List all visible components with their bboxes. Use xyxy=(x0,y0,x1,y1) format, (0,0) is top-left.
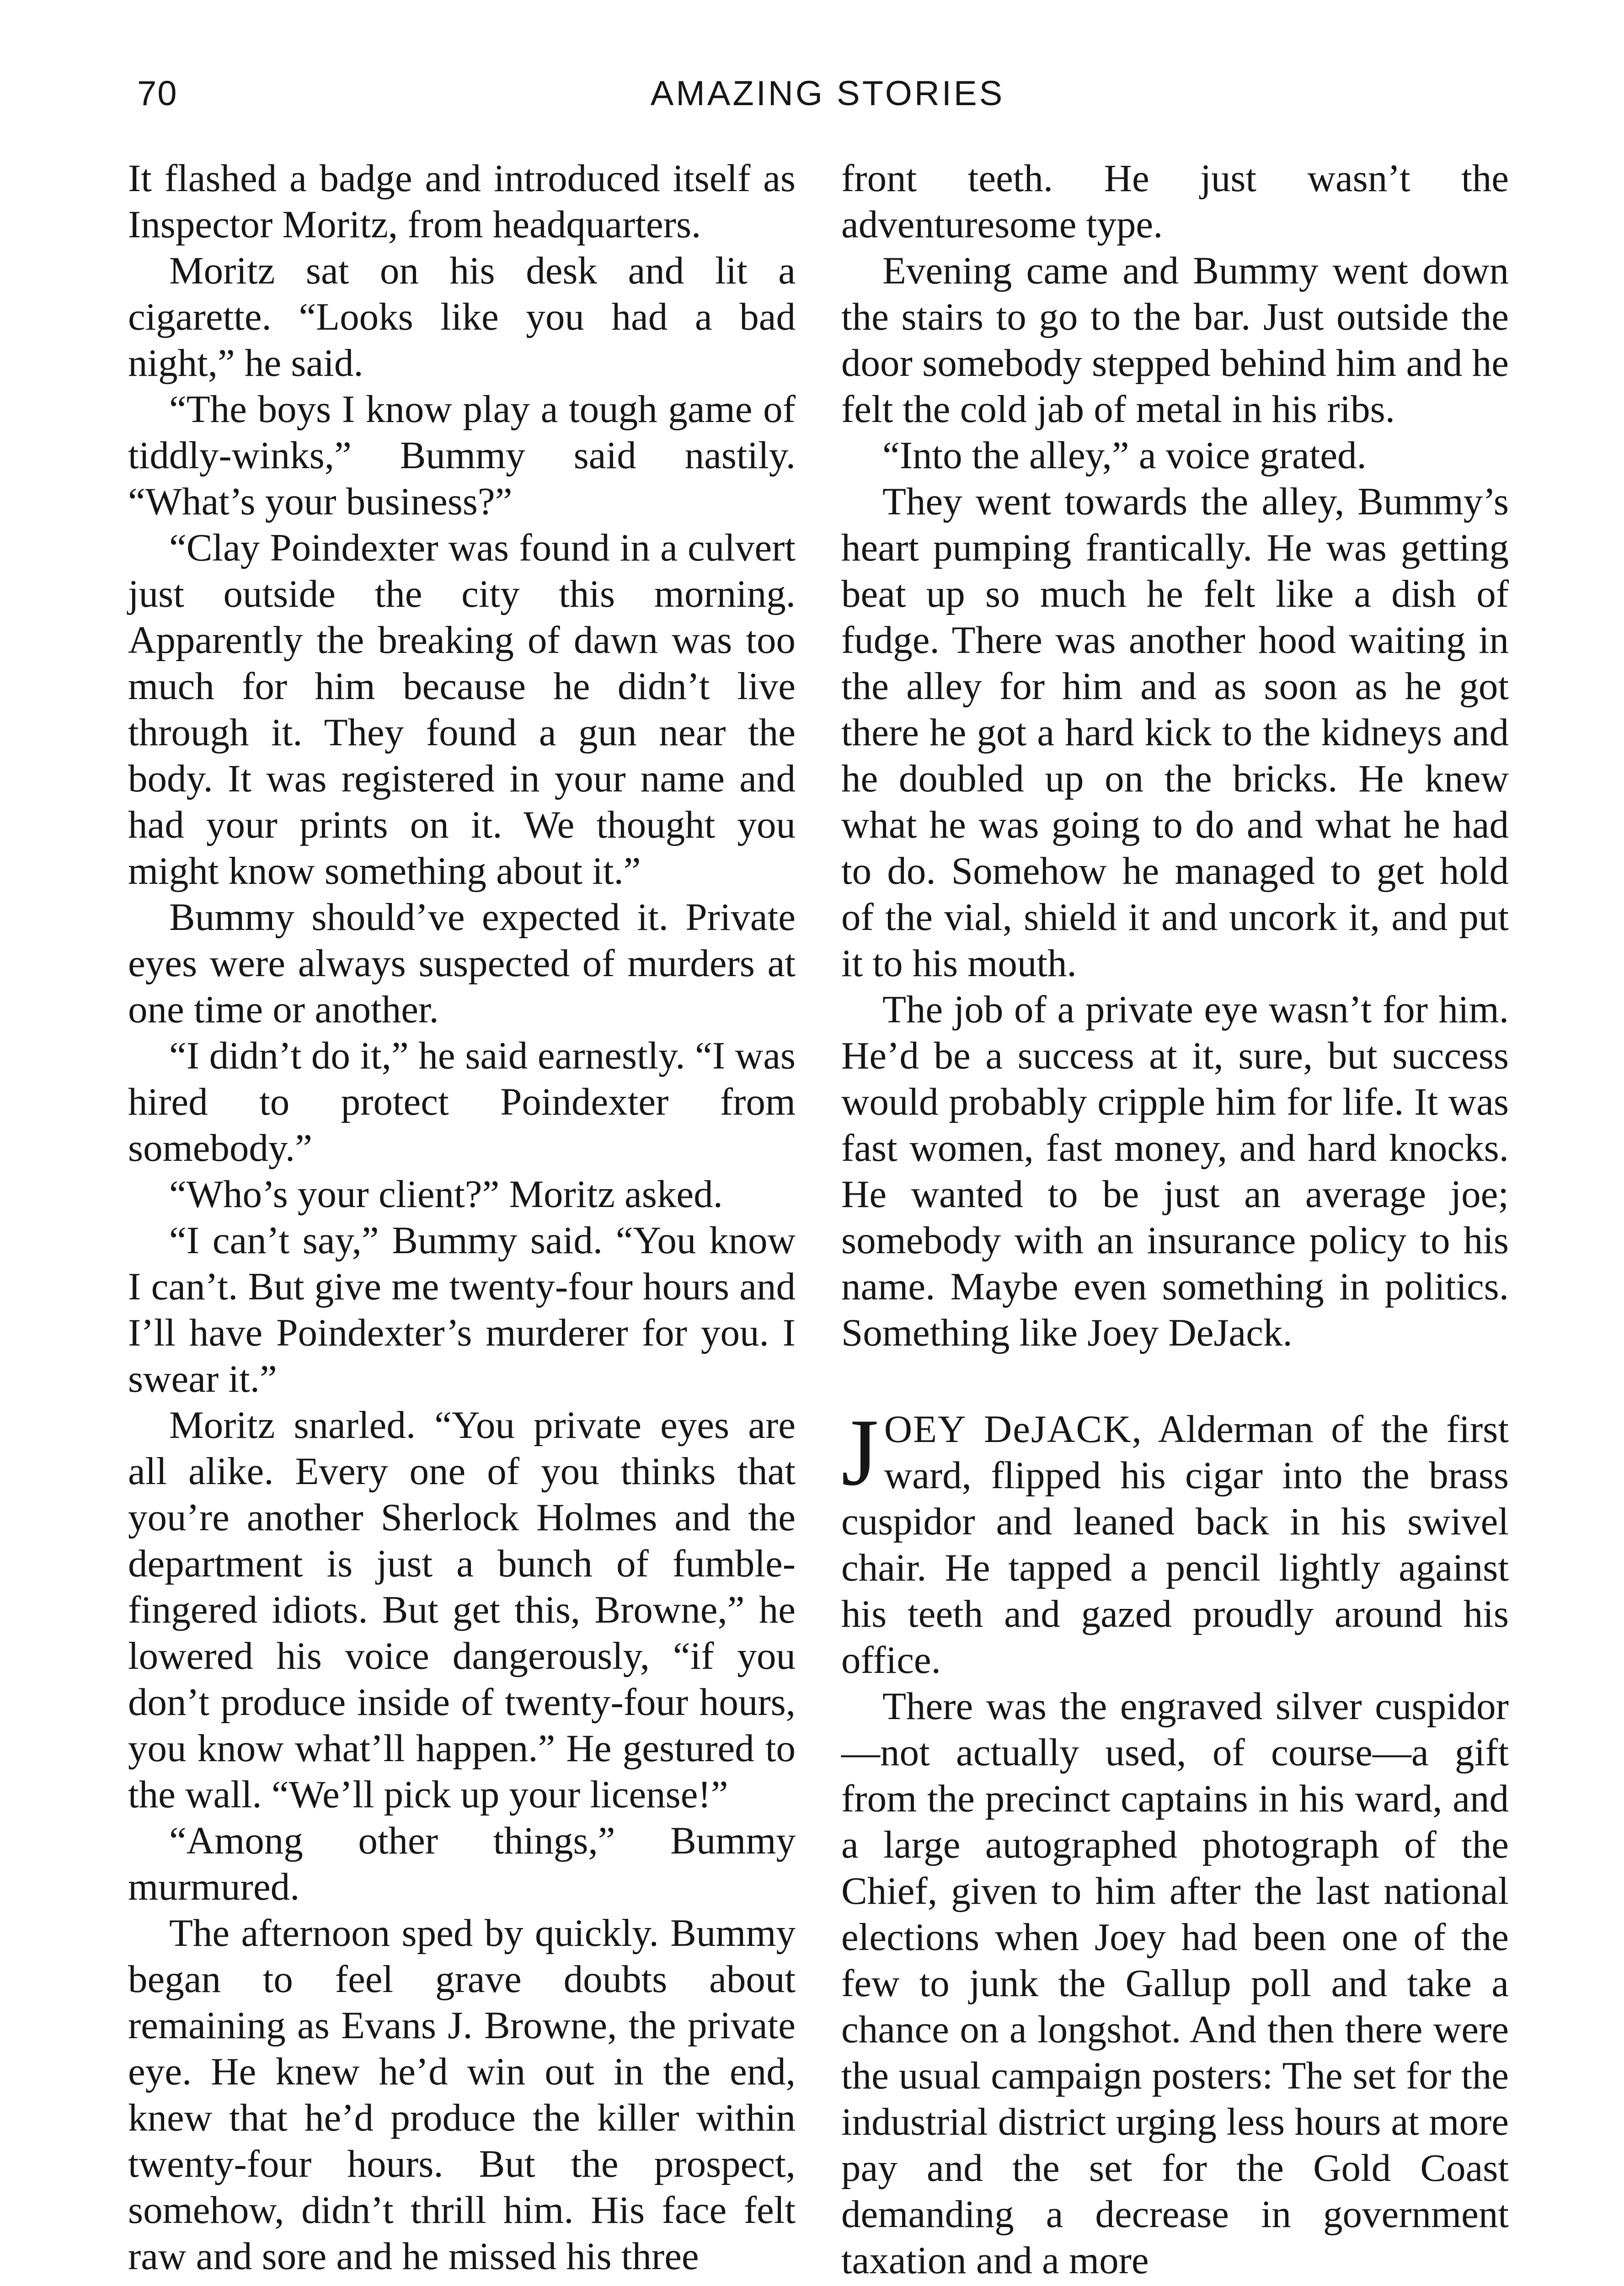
paragraph: Moritz sat on his desk and lit a cigarette. “Looks like you had a bad night,” he said. xyxy=(128,249,796,385)
paragraph: “Who’s your client?” Moritz asked. xyxy=(169,1173,723,1216)
paragraph: “I didn’t do it,” he said earnestly. “I was hired to protect Poindexter from somebody.” xyxy=(128,1034,796,1170)
paragraph: The afternoon sped by quickly. Bummy began to feel grave doubts about remaining as Evans J. Browne, the private eye. He knew he’d win out in the end, knew that he’d produce the killer within twenty-four hours. But the prospect, somehow, didn’t thrill him. His face felt raw and sore and he missed his three xyxy=(128,1912,796,2278)
paragraph: “I can’t say,” Bummy said. “You know I can’t. But give me twenty-four hours and I’ll have Poindexter’s murderer for you. I swear it.” xyxy=(128,1219,796,1400)
paragraph: Bummy should’ve expected it. Private eyes were always suspected of murders at one time or another. xyxy=(128,896,796,1031)
paragraph: It flashed a badge and introduced itself as Inspector Moritz, from headquarters. xyxy=(128,157,796,246)
paragraph: “Among other things,” Bummy murmured. xyxy=(128,1819,796,1908)
page-header xyxy=(137,69,1518,119)
paragraph-text: Alderman of the first ward, flipped his cigar into the brass cuspidor and leaned back in his swivel chair. He tapped a pencil lightly against his teeth and gazed proudly around his office. xyxy=(841,1408,1509,1682)
paragraph: Moritz snarled. “You private eyes are all alike. Every one of you thinks that you’re another Sherlock Holmes and the department is just a bunch of fumble-fingered idiots. But get this, Browne,” he lowered his voice dangerously, “if you don’t produce inside of twenty-four hours, you know what’ll happen.” He gestured to the wall. “We’ll pick up your license!” xyxy=(128,1404,796,1816)
right-column xyxy=(841,155,1509,2284)
section-opening-paragraph xyxy=(841,1399,1509,1683)
paragraph: “The boys I know play a tough game of tiddly-winks,” Bummy said nastily. “What’s your business?” xyxy=(128,388,796,523)
section-break xyxy=(841,1356,1509,1406)
running-title: AMAZING STORIES xyxy=(650,74,1005,113)
paragraph: front teeth. He just wasn’t the adventuresome type. xyxy=(841,157,1509,246)
left-column xyxy=(128,155,796,2280)
drop-cap: J xyxy=(841,1399,879,1506)
paragraph: “Into the alley,” a voice grated. xyxy=(882,434,1367,477)
paragraph: “Clay Poindexter was found in a culvert just outside the city this morning. Apparently the breaking of dawn was too much for him because he didn’t live through it. They found a gun near the body. It was registered in your name and had your prints on it. We thought you might know something about it.” xyxy=(128,526,796,892)
page-number: 70 xyxy=(137,74,178,113)
paragraph: There was the engraved silver cuspidor—not actually used, of course—a gift from the precinct captains in his ward, and a large autographed photograph of the Chief, given to him after the last national elections when Joey had been one of the few to junk the Gallup poll and take a chance on a longshot. And then there were the usual campaign posters: The set for the industrial district urging less hours at more pay and the set for the Gold Coast demanding a decrease in government taxation and a more xyxy=(841,1685,1509,2282)
paragraph: They went towards the alley, Bummy’s heart pumping frantically. He was getting beat up so much he felt like a dish of fudge. There was another hood waiting in the alley for him and as soon as he got there he got a hard kick to the kidneys and he doubled up on the bricks. He knew what he was going to do and what he had to do. Somehow he managed to get hold of the vial, shield it and uncork it, and put it to his mouth. xyxy=(841,480,1509,985)
paragraph: The job of a private eye wasn’t for him. He’d be a success at it, sure, but success would probably cripple him for life. It was fast women, fast money, and hard knocks. He wanted to be just an average joe; somebody with an insurance policy to his name. Maybe even something in politics. Something like Joey DeJack. xyxy=(841,988,1509,1354)
paragraph: Evening came and Bummy went down the stairs to go to the bar. Just outside the door somebody stepped behind him and he felt the cold jab of metal in his ribs. xyxy=(841,249,1509,431)
opening-words: OEY DeJACK, xyxy=(884,1408,1143,1451)
